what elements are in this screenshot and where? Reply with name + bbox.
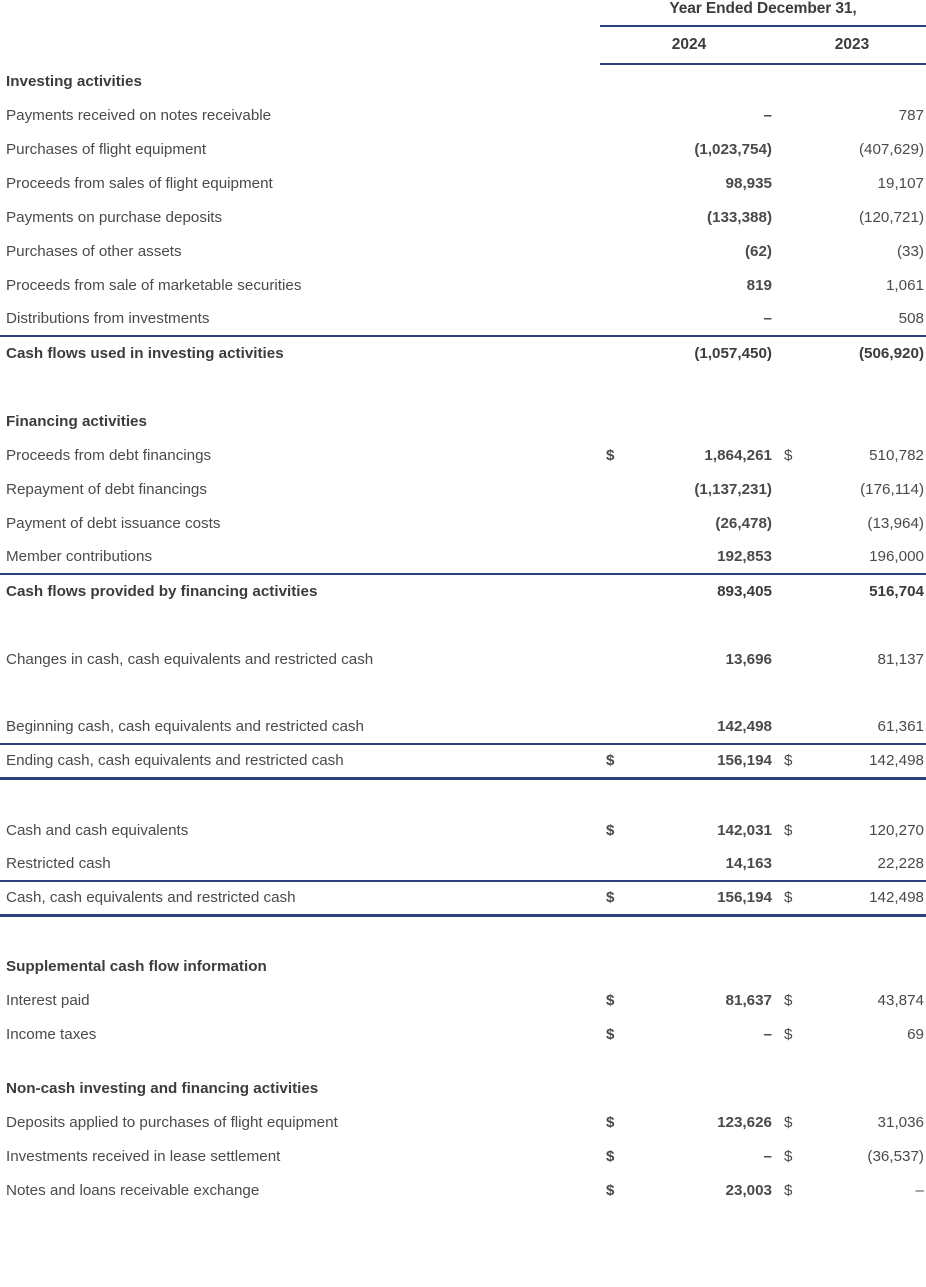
row-currency-2024: $ [606,992,615,1009]
row-value-2024: (1,137,231) [694,481,772,498]
subtotal-value-2023: 516,704 [804,574,926,608]
row-label: Changes in cash, cash equivalents and restricted cash [6,651,374,668]
row-currency-2024 [600,472,626,506]
row-value-2023: 61,361 [877,718,924,735]
row-currency-2024 [600,200,626,234]
section-cur-a [600,949,626,983]
subtotal-label: Cash flows used in investing activities [0,336,600,370]
row-currency-2024: $ [600,744,626,779]
table-row [0,302,926,336]
row-value-2024: – [763,107,772,124]
subtotal-currency-2023 [778,336,804,370]
row-value-2023: 142,498 [804,744,926,779]
header-year-spacer [0,26,600,64]
row-value-2023: 1,061 [885,277,924,294]
spacer-row [0,1051,926,1071]
subtotal-value-2023: (506,920) [804,336,926,370]
row-value-2024: (26,478) [715,515,772,532]
section-cur-b [778,64,804,98]
table-row [0,132,926,166]
section-label: Investing activities [6,73,142,90]
row-value-2024: (133,388) [706,209,772,226]
section-val-b [804,949,926,983]
subtotal-currency-2024 [600,336,626,370]
row-value-2024: 142,031 [717,821,772,839]
row-currency-2023 [778,200,804,234]
row-label: Purchases of flight equipment [6,141,207,158]
section-cur-b [778,404,804,438]
row-value-2023: 120,270 [869,821,924,839]
row-label: Proceeds from debt financings [6,447,212,464]
row-label: Distributions from investments [6,310,210,327]
section-title-financing [0,404,926,438]
total-label: Cash, cash equivalents and restricted cash [0,881,600,916]
row-label: Payments received on notes receivable [6,107,272,124]
row-currency-2024 [600,847,626,881]
spacer-row [0,915,926,949]
row-beginning-cash [0,710,926,744]
section-val-a [626,64,778,98]
row-currency-2023: $ [784,1026,793,1043]
table-row [0,268,926,302]
row-value-2024: – [763,310,772,327]
spacer-row [0,676,926,710]
row-currency-2023 [778,710,804,744]
row-value-2023: 43,874 [877,992,924,1009]
section-val-a [626,404,778,438]
subtotal-currency-2024 [600,574,626,608]
row-label: Investments received in lease settlement [6,1148,281,1165]
row-currency-2023: $ [784,1148,793,1165]
section-title-noncash [0,1071,926,1105]
section-val-a [626,1071,778,1105]
table-row [0,1017,926,1051]
row-currency-2024 [600,302,626,336]
row-value-2024: 98,935 [725,175,772,192]
row-label: Proceeds from sale of marketable securities [6,277,302,294]
table-row [0,472,926,506]
row-value-2023: 22,228 [877,854,924,872]
row-value-2023: (407,629) [858,141,924,158]
row-label: Proceeds from sales of flight equipment [6,175,273,192]
table-row [0,1139,926,1173]
row-currency-2023 [778,847,804,881]
section-val-b [804,64,926,98]
row-label: Ending cash, cash equivalents and restricted cash [0,744,600,779]
row-value-2024: 156,194 [626,744,778,779]
row-value-2023: (36,537) [867,1148,924,1165]
row-currency-2023 [778,98,804,132]
row-value-2024: – [763,1148,772,1165]
table-row [0,983,926,1017]
row-currency-2024 [600,234,626,268]
header-spacer [0,0,600,26]
row-label: Cash and cash equivalents [6,821,189,839]
section-label: Financing activities [6,413,147,430]
row-label: Payments on purchase deposits [6,209,223,226]
header-period-title: Year Ended December 31, [669,0,857,17]
row-value-2023: 81,137 [877,651,924,668]
row-ending-cash [0,744,926,779]
row-label: Deposits applied to purchases of flight equipment [6,1114,338,1131]
row-label: Notes and loans receivable exchange [6,1182,260,1199]
row-value-2023: 31,036 [877,1114,924,1131]
row-currency-2024 [600,166,626,200]
spacer-row [0,608,926,642]
row-currency-2023 [778,540,804,574]
total-currency-2024: $ [600,881,626,916]
total-row-cash-restricted [0,881,926,916]
row-currency-2024 [600,98,626,132]
row-currency-2023: $ [784,447,793,464]
row-label: Restricted cash [6,854,111,872]
row-label: Interest paid [6,992,90,1009]
row-currency-2023 [778,506,804,540]
section-title-investing [0,64,926,98]
row-value-2024: (1,023,754) [694,141,772,158]
row-value-2024: 123,626 [717,1114,772,1131]
row-currency-2024 [600,268,626,302]
row-currency-2023: $ [784,992,793,1009]
row-currency-2024 [600,710,626,744]
spacer-row [0,779,926,813]
row-label: Beginning cash, cash equivalents and restricted cash [6,718,364,735]
row-currency-2023 [778,234,804,268]
section-label: Supplemental cash flow information [6,958,267,975]
row-label: Repayment of debt financings [6,481,207,498]
row-value-2023: – [915,1182,924,1199]
row-value-2024: (62) [744,243,772,260]
row-value-2023: 510,782 [869,447,924,464]
section-cur-a [600,404,626,438]
row-currency-2024: $ [606,1114,615,1131]
header-year-row [0,26,926,64]
table-row [0,813,926,847]
table-row [0,1173,926,1207]
header-year-2024: 2024 [600,26,778,64]
row-currency-2023 [778,302,804,336]
row-currency-2023: $ [778,744,804,779]
row-label: Member contributions [6,548,153,565]
row-value-2023: (13,964) [867,515,924,532]
section-cur-b [778,949,804,983]
row-currency-2023 [778,166,804,200]
table-row [0,506,926,540]
table-row [0,438,926,472]
row-value-2024: 13,696 [725,651,772,668]
row-currency-2023: $ [784,1114,793,1131]
row-currency-2024: $ [606,447,615,464]
section-val-b [804,1071,926,1105]
subtotal-value-2024: 893,405 [626,574,778,608]
subtotal-label: Cash flows provided by financing activities [0,574,600,608]
row-currency-2024: $ [606,821,615,839]
row-value-2024: 81,637 [725,992,772,1009]
row-value-2023: (120,721) [858,209,924,226]
row-currency-2024: $ [606,1182,615,1199]
row-currency-2023 [778,268,804,302]
row-value-2023: 196,000 [869,548,924,565]
row-currency-2023: $ [784,821,793,839]
header-year-2023: 2023 [778,26,926,64]
section-label: Non-cash investing and financing activities [6,1080,319,1097]
row-value-2023: 787 [898,107,924,124]
row-currency-2023 [778,132,804,166]
row-label: Income taxes [6,1026,97,1043]
table-row [0,166,926,200]
row-currency-2024: $ [606,1148,615,1165]
row-value-2024: 819 [746,277,772,294]
table-row [0,234,926,268]
row-value-2023: (33) [896,243,924,260]
row-value-2023: (176,114) [860,481,924,498]
subtotal-row-financing [0,574,926,608]
table-row [0,540,926,574]
row-currency-2024 [600,132,626,166]
row-value-2024: 1,864,261 [704,447,772,464]
header-period-row [0,0,926,26]
subtotal-value-2024: (1,057,450) [626,336,778,370]
total-currency-2023: $ [778,881,804,916]
row-value-2024: 14,163 [725,854,772,872]
row-currency-2024 [600,506,626,540]
total-value-2023: 142,498 [804,881,926,916]
row-change-in-cash [0,642,926,676]
table-row [0,98,926,132]
total-value-2024: 156,194 [626,881,778,916]
subtotal-row-investing [0,336,926,370]
row-value-2024: – [763,1026,772,1043]
row-currency-2024 [600,642,626,676]
table-row [0,847,926,881]
row-value-2024: 192,853 [717,548,772,565]
row-value-2024: 23,003 [725,1182,772,1199]
section-cur-a [600,64,626,98]
section-val-b [804,404,926,438]
row-label: Payment of debt issuance costs [6,515,221,532]
row-value-2023: 19,107 [877,175,924,192]
row-value-2023: 69 [907,1026,924,1043]
spacer-row [0,370,926,404]
section-cur-b [778,1071,804,1105]
row-currency-2023 [778,472,804,506]
row-label: Purchases of other assets [6,243,182,260]
table-row [0,1105,926,1139]
subtotal-currency-2023 [778,574,804,608]
row-value-2024: 142,498 [717,718,772,735]
section-val-a [626,949,778,983]
row-currency-2024: $ [606,1026,615,1043]
row-currency-2024 [600,540,626,574]
row-currency-2023 [778,642,804,676]
row-value-2023: 508 [898,310,924,327]
table-row [0,200,926,234]
section-cur-a [600,1071,626,1105]
row-currency-2023: $ [784,1182,793,1199]
section-title-supplemental [0,949,926,983]
